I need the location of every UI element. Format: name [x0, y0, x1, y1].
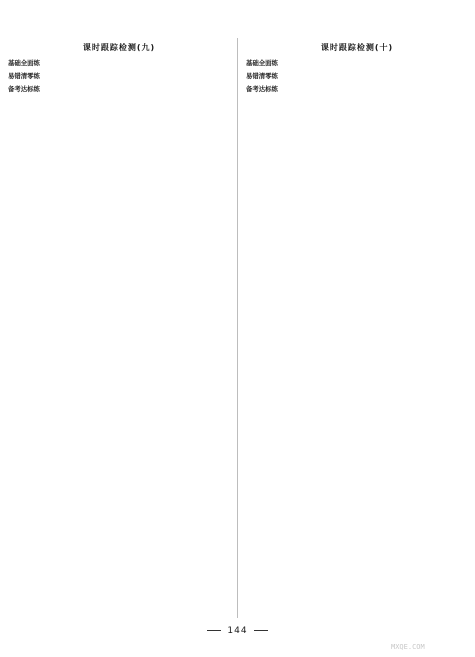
right-subtitle-basic: 基础全面练 — [246, 59, 278, 67]
page-number-dash-right — [254, 630, 268, 631]
left-section-title: 课时跟踪检测(九) — [82, 43, 156, 52]
right-subtitle-exam: 备考达标练 — [246, 85, 278, 93]
watermark-logo — [373, 624, 469, 654]
column-divider — [237, 38, 238, 618]
right-section-title: 课时跟踪检测(十) — [320, 43, 394, 52]
left-column — [8, 35, 230, 621]
left-subtitle-basic: 基础全面练 — [8, 59, 40, 67]
page-number-dash-left — [207, 630, 221, 631]
right-subtitle-error: 易错清零练 — [246, 72, 278, 80]
left-subtitle-exam: 备考达标练 — [8, 85, 40, 93]
page-number-text: 144 — [227, 626, 248, 636]
right-column — [246, 35, 468, 621]
left-subtitle-error: 易错清零练 — [8, 72, 40, 80]
watermark-url: MXQE.COM — [391, 643, 425, 651]
